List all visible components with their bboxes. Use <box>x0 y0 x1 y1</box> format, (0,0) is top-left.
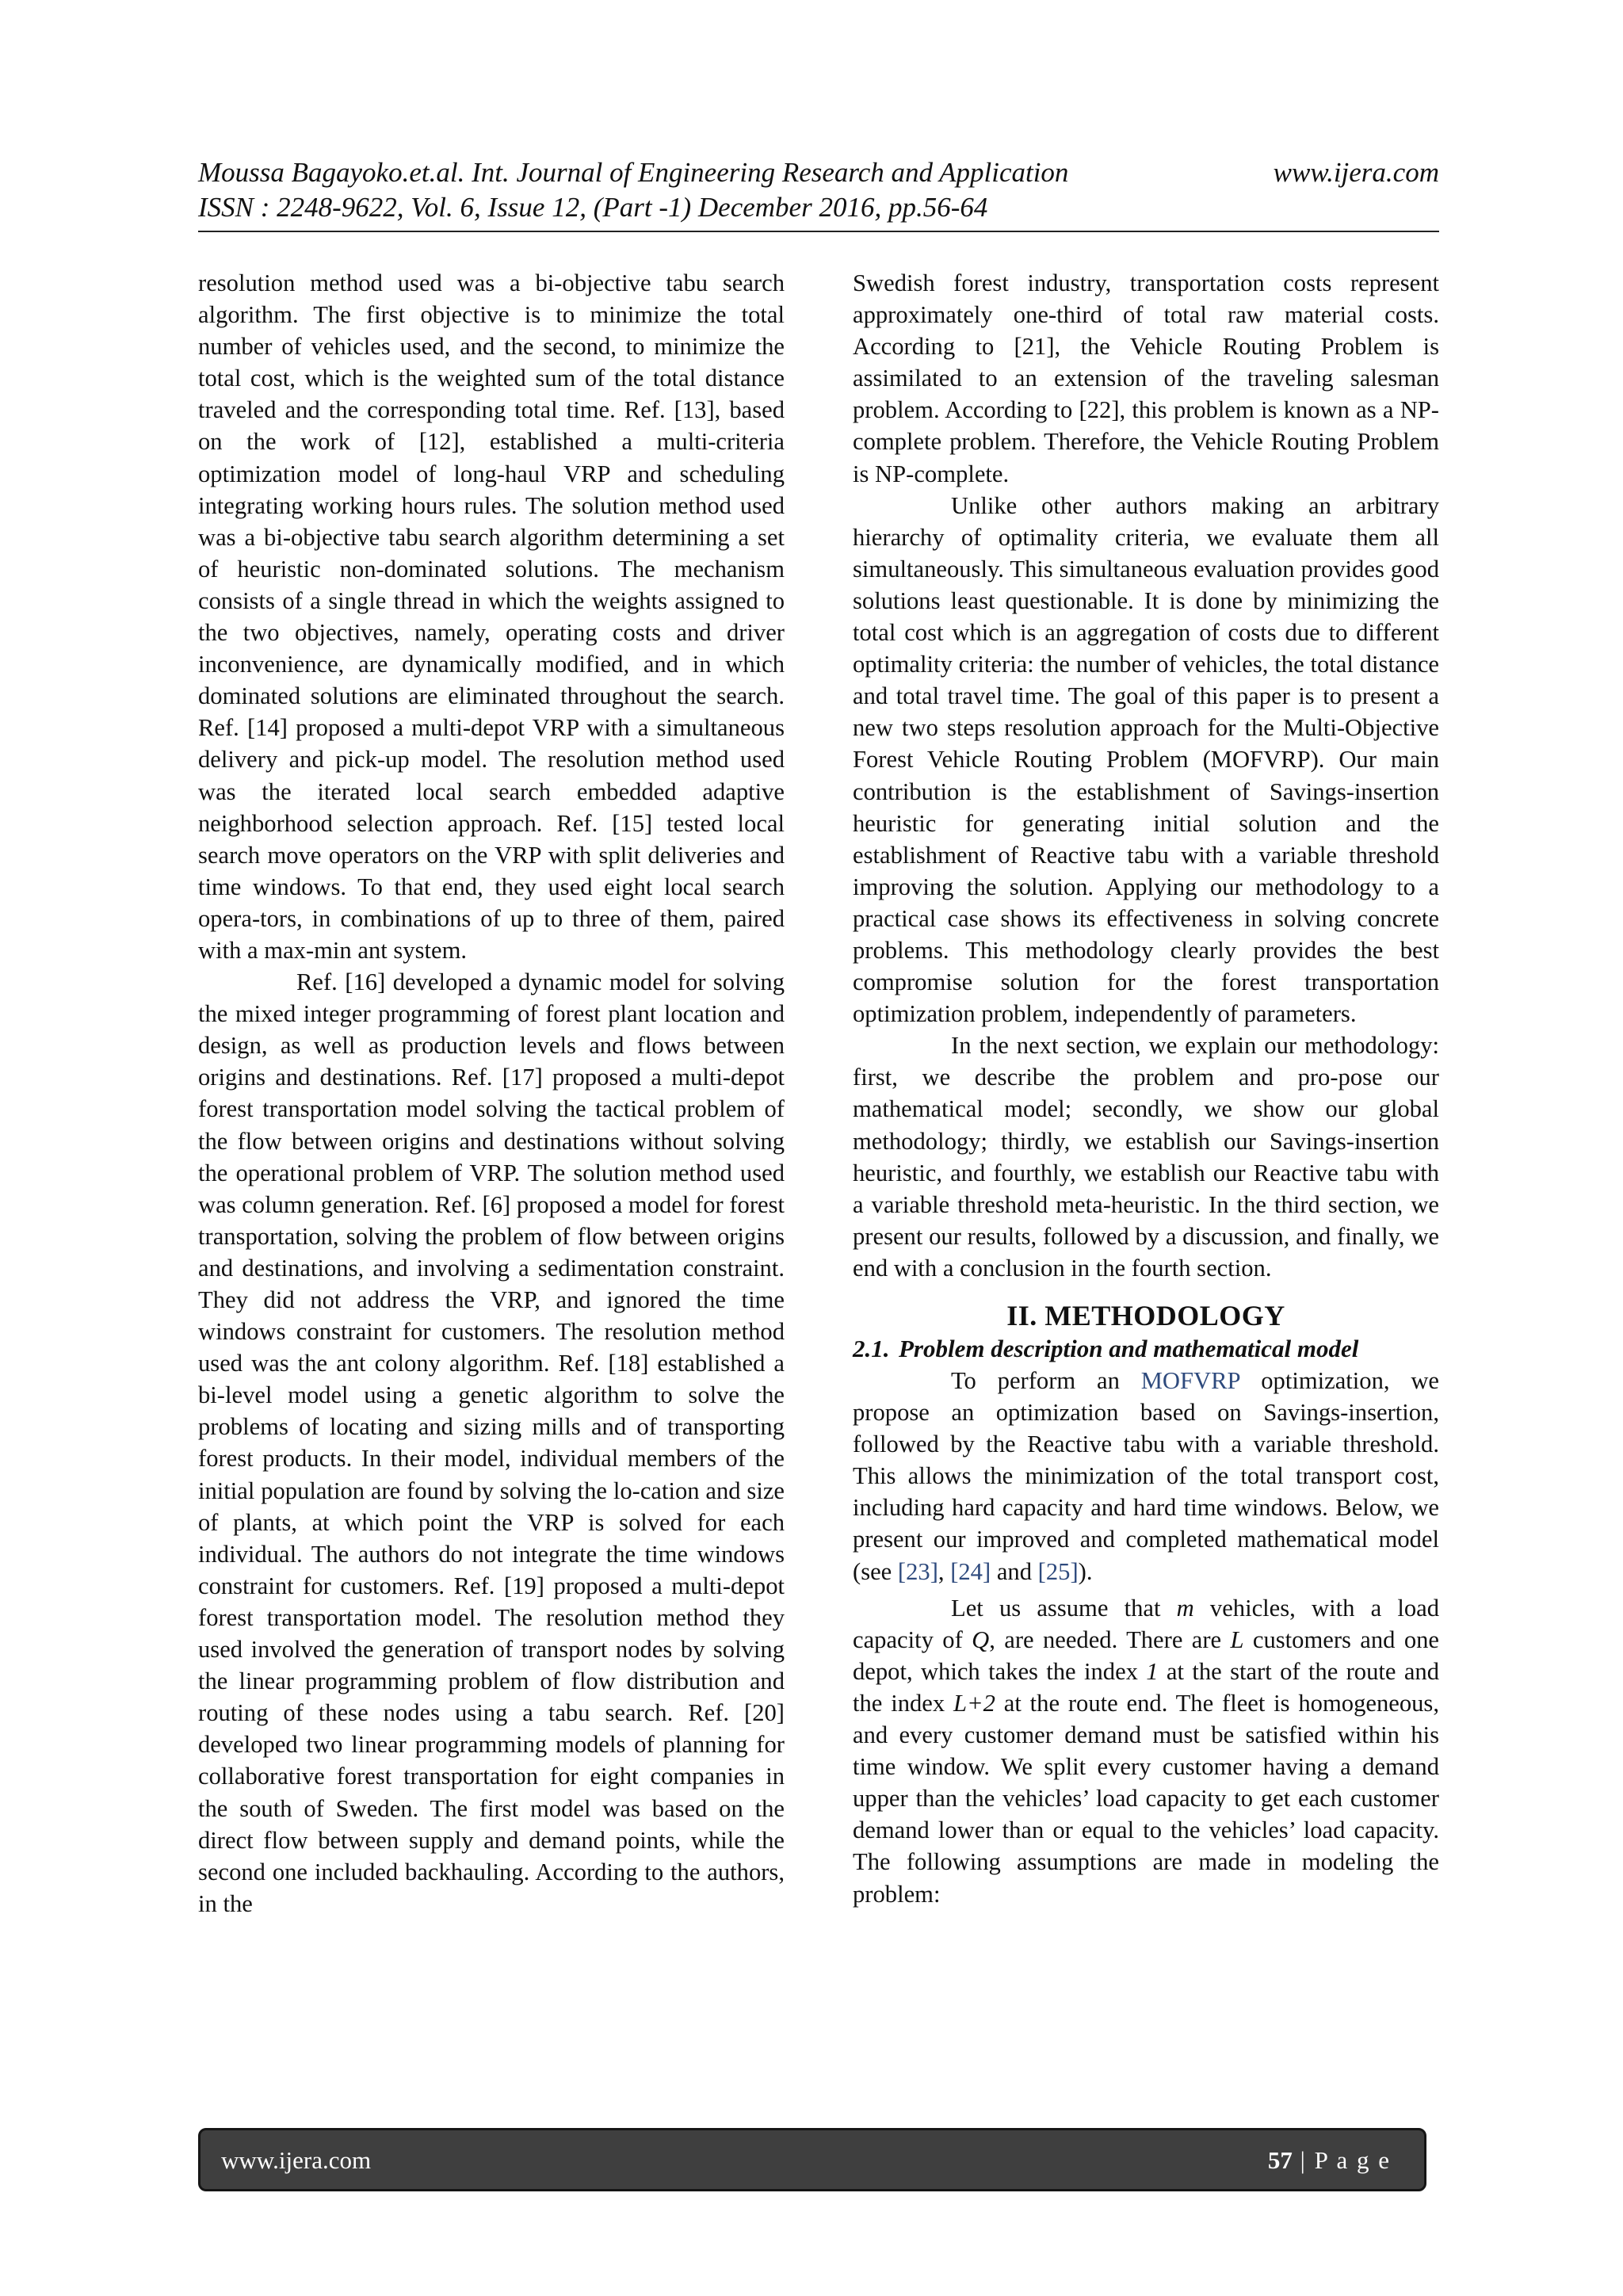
right-paragraph-5 <box>853 1592 1439 1910</box>
right-paragraph-4 <box>853 1365 1439 1587</box>
header-authors-journal: Moussa Bagayoko.et.al. Int. Journal of Engineering Research and Application <box>198 157 1069 188</box>
var-q: Q <box>972 1626 990 1653</box>
var-one: 1 <box>1146 1657 1159 1685</box>
left-column <box>198 267 785 1920</box>
p5-e: at the start of the route and the index <box>853 1657 1439 1717</box>
page-label: | P a g e <box>1292 2146 1391 2174</box>
page-header <box>198 155 1439 225</box>
header-line-1 <box>198 155 1439 190</box>
right-paragraph-3: In the next section, we explain our methodology: first, we describe the problem and pro-pose our mathematical model; secondly, we show our global methodology; thirdly, we establish our Savings-insertion heuristic, and fourthly, we establish our Reactive tabu with a variable threshold meta-heuristic. In the third section, we present our results, followed by a discussion, and finally, we end with a conclusion in the fourth section. <box>853 1032 1439 1282</box>
footer-page-indicator <box>1268 2146 1391 2175</box>
header-website[interactable]: www.ijera.com <box>1273 157 1439 188</box>
left-paragraph-1: resolution method used was a bi-objective tabu search algorithm. The first objective is to minimize the total number of vehicles used, and the second, to minimize the total cost, which is the weighted sum of the total distance traveled and the corresponding total time. Ref. [13], based on the work of [12], established a multi-criteria optimization model of long-haul VRP and scheduling integrating working hours rules. The solution method used was a bi-objective tabu search algorithm determining a set of heuristic non-dominated solutions. The mechanism consists of a single thread in which the weights assigned to the two objectives, namely, operating costs and driver inconvenience, are dynamically modified, and in which dominated solutions are eliminated throughout the search. Ref. [14] proposed a multi-depot VRP with a simultaneous delivery and pick-up model. The resolution method used was the iterated local search embedded adaptive neighborhood selection approach. Ref. [15] tested local search move operators on the VRP with split deliveries and time windows. To that end, they used eight local search opera-tors, in combinations of up to three of them, paired with a max-min ant system. <box>198 269 785 964</box>
p4-and: and <box>991 1557 1038 1585</box>
p5-a: Let us assume that <box>951 1594 1177 1622</box>
var-l: L <box>1230 1626 1244 1653</box>
mofvrp-link[interactable]: MOFVRP <box>1140 1367 1240 1394</box>
p4-comma: , <box>938 1557 951 1585</box>
footer-website[interactable]: www.ijera.com <box>221 2146 372 2174</box>
p5-c: , are needed. There are <box>989 1626 1231 1653</box>
p5-d: customers and one depot, which takes the index <box>853 1626 1439 1685</box>
ref-25-link[interactable]: [25] <box>1037 1557 1079 1585</box>
page-footer <box>198 2128 1426 2191</box>
subsection-number: 2.1. <box>853 1335 890 1362</box>
header-issn: ISSN : 2248-9622, Vol. 6, Issue 12, (Part -1) December 2016, pp.56-64 <box>198 192 988 223</box>
subsection-title: Problem description and mathematical model <box>899 1335 1359 1362</box>
p4-start: To perform an <box>951 1367 1141 1394</box>
subsection-heading <box>853 1333 1439 1365</box>
p5-b: vehicles, with a load capacity of <box>853 1594 1439 1653</box>
var-m: m <box>1176 1594 1194 1622</box>
p4-rest: optimization, we propose an optimization based on Savings-insertion, followed by the Reactive tabu with a variable threshold. This allows the minimization of the total transport cost, including hard capacity and hard time windows. Below, we present our improved and completed mathematical model (see <box>853 1367 1439 1585</box>
right-paragraph-1: Swedish forest industry, transportation costs represent approximately one-third of total raw material costs. According to [21], the Vehicle Routing Problem is assimilated to an extension of the traveling salesman problem. According to [22], this problem is known as a NP-complete problem. Therefore, the Vehicle Routing Problem is NP-complete. <box>853 269 1439 487</box>
ref-24-link[interactable]: [24] <box>950 1557 991 1585</box>
page-number: 57 <box>1267 2146 1293 2174</box>
var-l-plus-2: L+2 <box>953 1689 995 1717</box>
p5-f: at the route end. The fleet is homogeneous, and every customer demand must be satisfied within his time window. We split every customer having a demand upper than the vehicles’ load capacity to get each customer demand lower than or equal to the vehicles’ load capacity. The following assumptions are made in modeling the problem: <box>853 1689 1439 1908</box>
header-rule <box>198 231 1439 232</box>
right-paragraph-2: Unlike other authors making an arbitrary hierarchy of optimality criteria, we evaluate them all simultaneously. This simultaneous evaluation provides good solutions least questionable. It is done by minimizing the total cost which is an aggregation of costs due to different optimality criteria: the number of vehicles, the total distance and total travel time. The goal of this paper is to present a new two steps resolution approach for the Multi-Objective Forest Vehicle Routing Problem (MOFVRP). Our main contribution is the establishment of Savings-insertion heuristic for generating initial solution and the establishment of Reactive tabu with a variable threshold improving the solution. Applying our methodology to a practical case shows its effectiveness in solving concrete problems. This methodology clearly provides the best compromise solution for the forest transportation optimization problem, independently of parameters. <box>853 491 1439 1028</box>
ref-23-link[interactable]: [23] <box>897 1557 938 1585</box>
right-column <box>853 267 1439 1910</box>
left-paragraph-2: Ref. [16] developed a dynamic model for solving the mixed integer programming of forest plant location and design, as well as production levels and flows between origins and destinations. Ref. [17] proposed a multi-depot forest transportation model solving the tactical problem of the flow between origins and destinations without solving the operational problem of VRP. The solution method used was column generation. Ref. [6] proposed a model for forest transportation, solving the problem of flow between origins and destinations, and involving a sedimentation constraint. They did not address the VRP, and ignored the time windows constraint for customers. The resolution method used was the ant colony algorithm. Ref. [18] established a bi-level model using a genetic algorithm to solve the problems of locating and sizing mills and of transporting forest products. In their model, individual members of the initial population are found by solving the lo-cation and size of plants, at which point the VRP is solved for each individual. The authors do not integrate the time windows constraint for customers. Ref. [19] proposed a multi-depot forest transportation model. The resolution method they used involved the generation of transport nodes by solving the linear programming problem of flow distribution and routing of these nodes using a tabu search. Ref. [20] developed two linear programming models of planning for collaborative forest transportation for eight companies in the south of Sweden. The first model was based on the direct flow between supply and demand points, while the second one included backhauling. According to the authors, in the <box>198 968 785 1917</box>
p4-end: ). <box>1078 1557 1093 1585</box>
header-line-2 <box>198 190 1439 225</box>
section-heading-methodology: II. METHODOLOGY <box>1006 1300 1285 1331</box>
